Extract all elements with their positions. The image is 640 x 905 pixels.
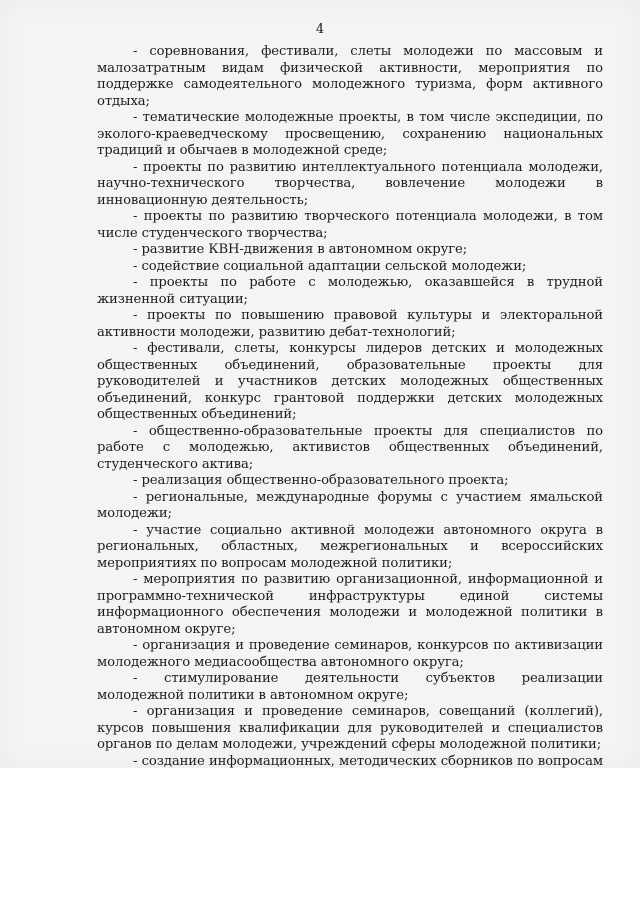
- list-item: - региональные, международные форумы с участием ямальской молодежи;: [97, 489, 603, 521]
- list-item: - организация и проведение семинаров, совещаний (коллегий), курсов повышения квалификации для руководителей и специалистов органов по делам молодежи, учреждений сферы молодежной политики;: [97, 704, 603, 752]
- blank-area: [0, 768, 640, 905]
- list-item: - участие социально активной молодежи автономного округа в региональных, областных, межрегиональных и всероссийских мероприятиях по вопросам молодежной политики;: [97, 522, 603, 571]
- list-item: - мероприятия по развитию организационной, информационной и программно-технической инфраструктуры единой системы информационного обеспечения молодежи и молодежной политики в автономном округе;: [97, 572, 603, 637]
- list-item: - проекты по повышению правовой культуры и электоральной активности молодежи, развитию дебат-технологий;: [97, 308, 603, 340]
- list-item: - проекты по развитию интеллектуального потенциала молодежи, научно-технического творчества, вовлечение молодежи в инновационную деятельность;: [97, 159, 603, 208]
- list-item: - общественно-образовательные проекты для специалистов по работе с молодежью, активистов общественных объединений, студенческого актива;: [97, 423, 603, 472]
- list-item: - стимулирование деятельности субъектов реализации молодежной политики в автономном округе;: [97, 671, 603, 703]
- list-item: - содействие социальной адаптации сельской молодежи;: [133, 258, 527, 274]
- list-item: - реализация общественно-образовательного проекта;: [133, 473, 509, 488]
- document-body: [97, 44, 603, 853]
- list-item: - проекты по работе с молодежью, оказавшейся в трудной жизненной ситуации;: [97, 275, 603, 307]
- list-item: - тематические молодежные проекты, в том числе экспедиции, по эколого-краеведческому просвещению, сохранению национальных традиций и обычаев в молодежной среде;: [97, 110, 603, 158]
- page-number: 4: [315, 22, 325, 37]
- list-item: - проекты по развитию творческого потенциала молодежи, в том числе студенческого творчества;: [97, 209, 603, 241]
- list-item: - развитие КВН-движения в автономном округе;: [133, 242, 468, 257]
- list-item: - организация и проведение семинаров, конкурсов по активизации молодежного медиасообщества автономного округа;: [97, 638, 603, 670]
- list-item: - фестивали, слеты, конкурсы лидеров детских и молодежных общественных объединений, образовательные проекты для руководителей и участников детских молодежных общественных объединений, конкурс грантовой поддержки детских молодежных общественных объединений;: [97, 341, 603, 422]
- list-item: - соревнования, фестивали, слеты молодежи по массовым и малозатратным видам физической активности, мероприятия по поддержке самодеятельного молодежного туризма, форм активного отдыха;: [97, 44, 603, 109]
- list-item: - создание информационных, методических сборников по вопросам: [133, 753, 603, 769]
